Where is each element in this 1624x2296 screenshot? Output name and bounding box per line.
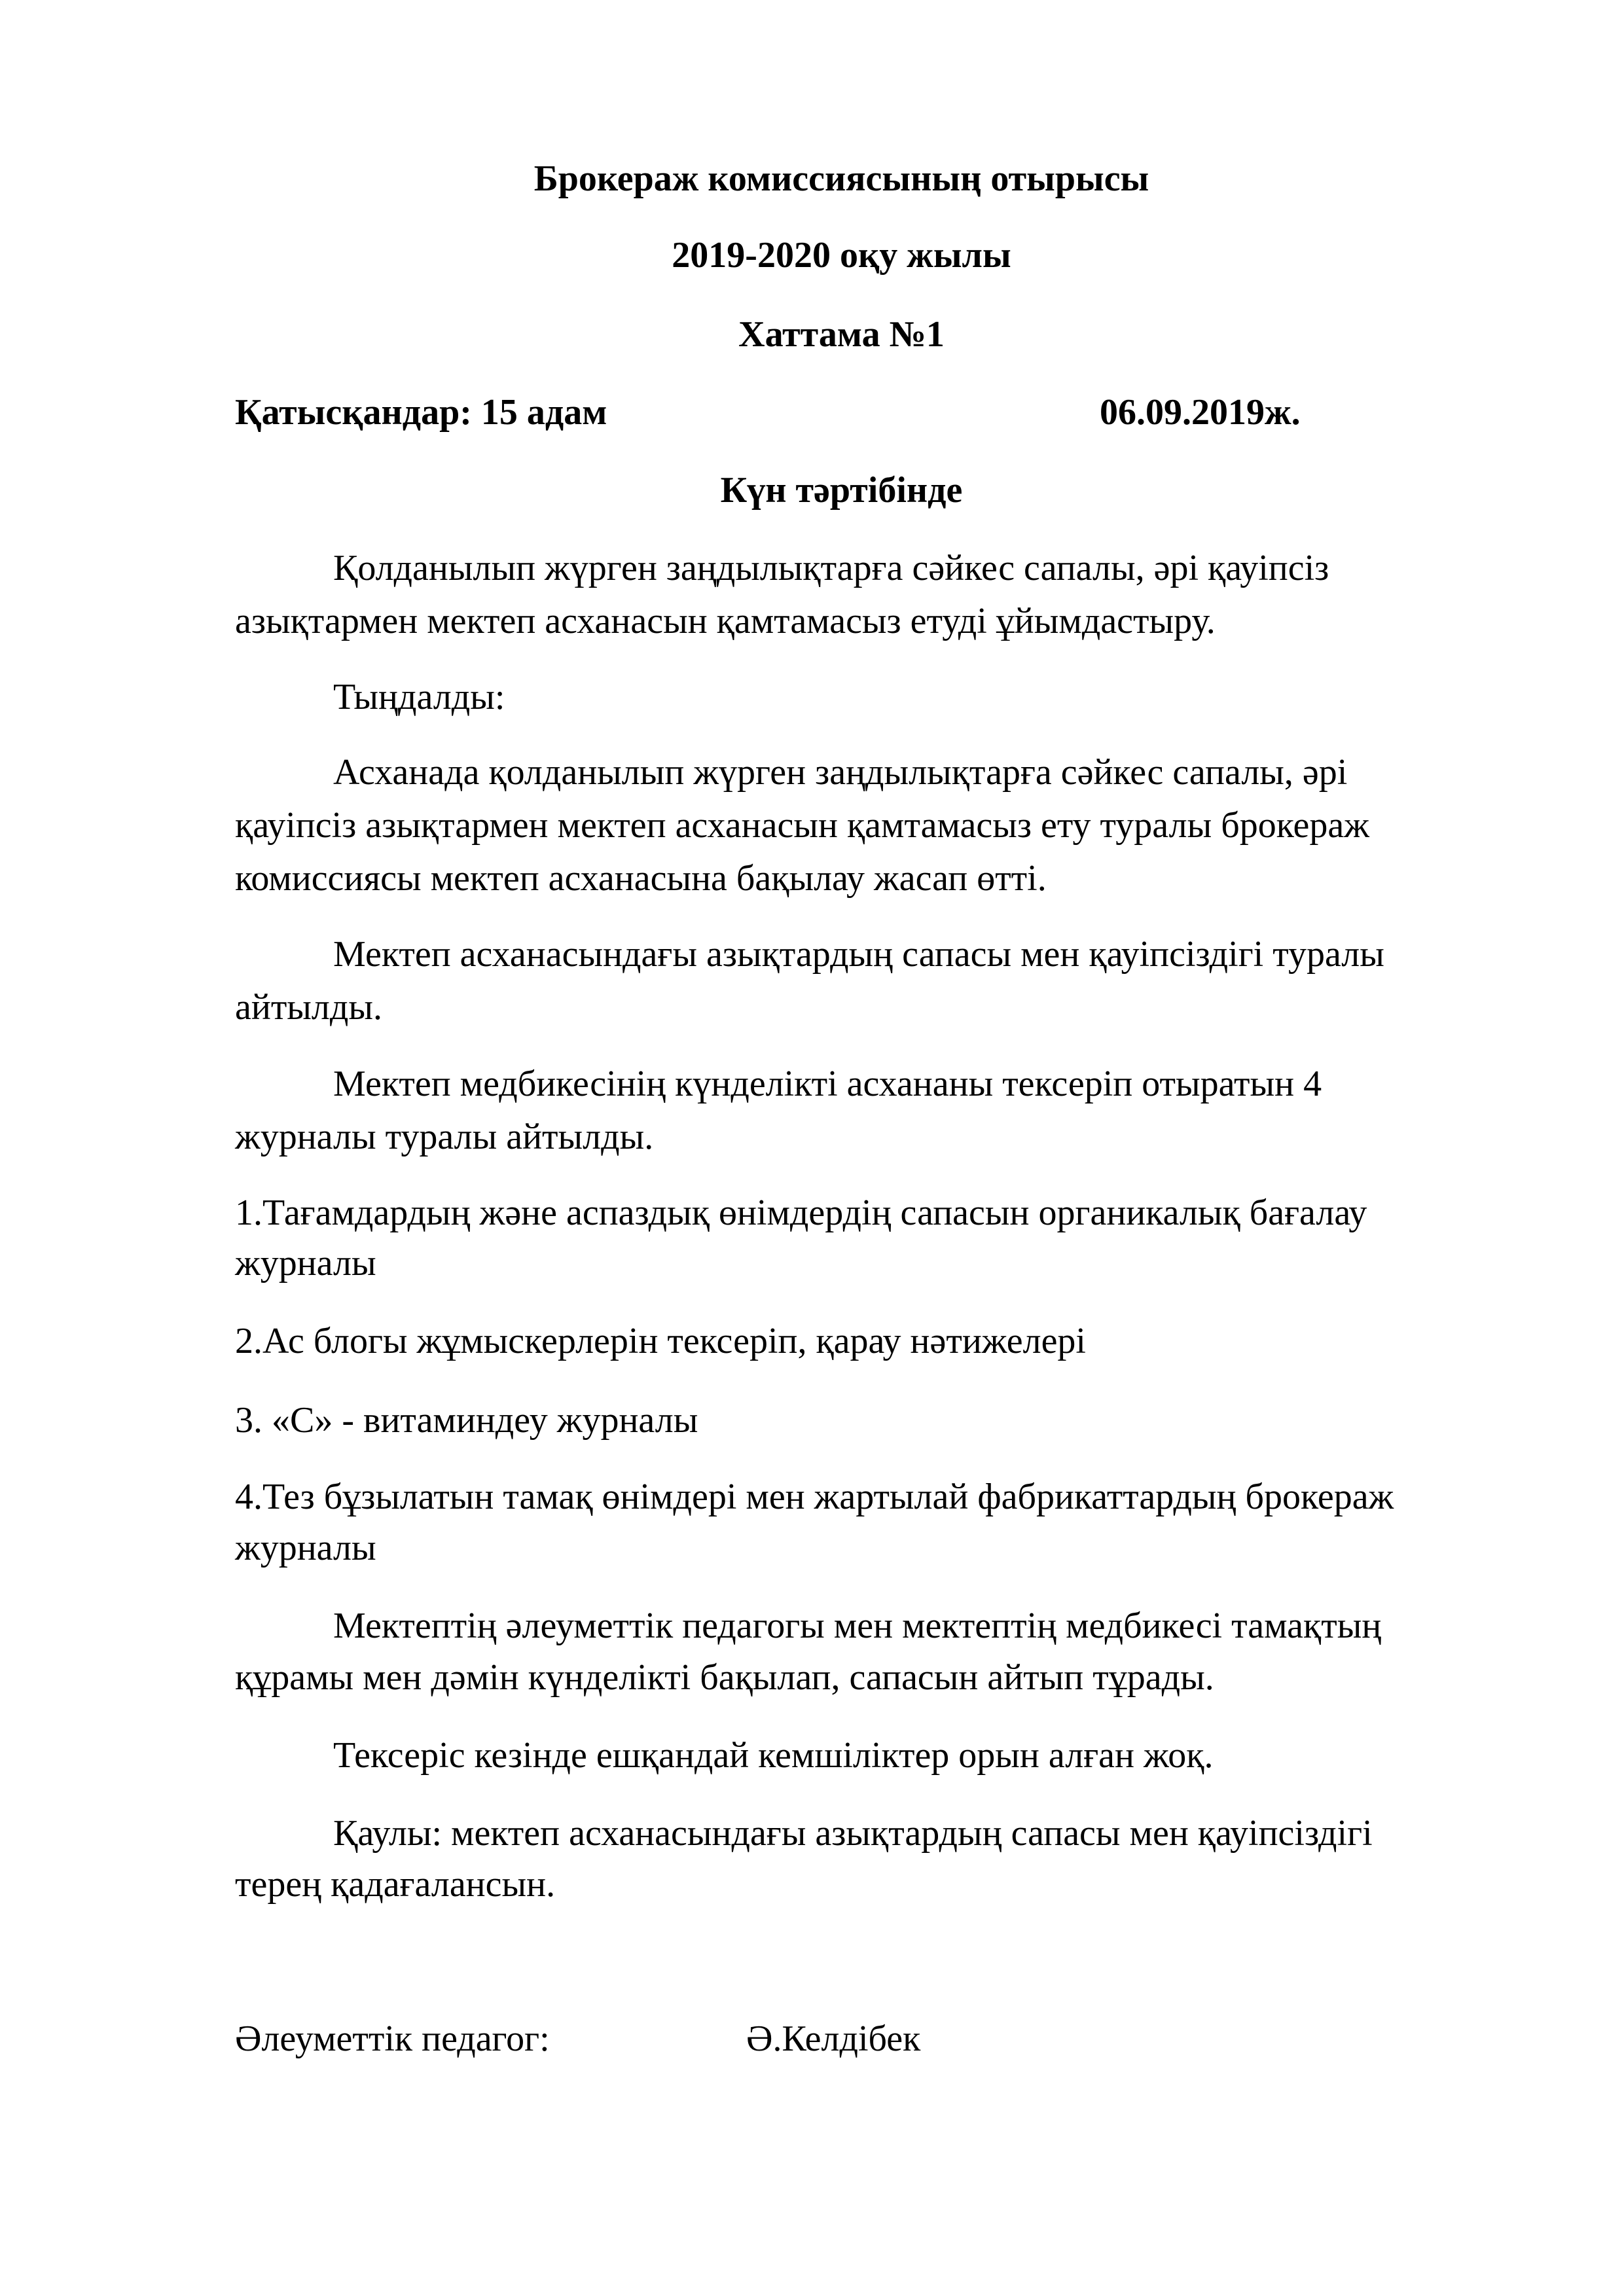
paragraph-line: Мектеп асханасындағы азықтардың сапасы мен қауіпсіздігі туралы: [333, 934, 1384, 975]
paragraph-line: журналы туралы айтылды.: [235, 1117, 654, 1157]
signature-role: Әлеуметтік педагог:: [235, 2018, 550, 2059]
signature-name: Ә.Келдібек: [746, 2018, 921, 2059]
paragraph-line: Асханада қолданылып жүрген заңдылықтарға сәйкес сапалы, әрі: [333, 752, 1348, 793]
resolution-line: терең қадағалансын.: [235, 1864, 556, 1905]
agenda-text-line: Қолданылып жүрген заңдылықтарға сәйкес сапалы, әрі қауіпсіз: [333, 548, 1329, 588]
paragraph-line: құрамы мен дәмін күнделікті бақылап, сапасын айтып тұрады.: [235, 1657, 1214, 1698]
participants-count: Қатысқандар: 15 адам: [235, 392, 607, 433]
list-item: 4.Тез бұзылатын тамақ өнімдері мен жартылай фабрикаттардың брокераж: [235, 1477, 1394, 1517]
paragraph-line: комиссиясы мектеп асханасына бақылау жасап өтті.: [235, 858, 1047, 899]
paragraph-line: Мектептің әлеуметтік педагогы мен мектептің медбикесі тамақтың: [333, 1605, 1382, 1646]
agenda-text-line: азықтармен мектеп асханасын қамтамасыз етуді ұйымдастыру.: [235, 601, 1216, 641]
list-item: 1.Тағамдардың және аспаздық өнімдердің сапасын органикалық бағалау: [235, 1193, 1367, 1233]
document-title: Брокераж комиссиясының отырысы: [533, 158, 1149, 199]
paragraph-line: қауіпсіз азықтармен мектеп асханасын қамтамасыз ету туралы брокераж: [235, 805, 1369, 846]
list-item: 2.Ас блогы жұмыскерлерін тексеріп, қарау нәтижелері: [235, 1321, 1086, 1361]
heard-label: Тыңдалды:: [333, 677, 505, 717]
resolution-line: Қаулы: мектеп асханасындағы азықтардың сапасы мен қауіпсіздігі: [333, 1813, 1373, 1854]
list-item-continuation: журналы: [235, 1528, 376, 1568]
list-item: 3. «С» - витаминдеу журналы: [235, 1400, 698, 1441]
agenda-heading: Күн тәртібінде: [720, 470, 963, 511]
paragraph-line: айтылды.: [235, 987, 382, 1028]
protocol-number: Хаттама №1: [738, 314, 945, 355]
paragraph-line: Тексеріс кезінде ешқандай кемшіліктер орын алған жоқ.: [333, 1735, 1214, 1776]
meeting-date: 06.09.2019ж.: [1100, 392, 1301, 433]
academic-year: 2019-2020 оқу жылы: [672, 235, 1011, 276]
list-item-continuation: журналы: [235, 1243, 376, 1283]
paragraph-line: Мектеп медбикесінің күнделікті асхананы тексеріп отыратын 4: [333, 1064, 1322, 1104]
